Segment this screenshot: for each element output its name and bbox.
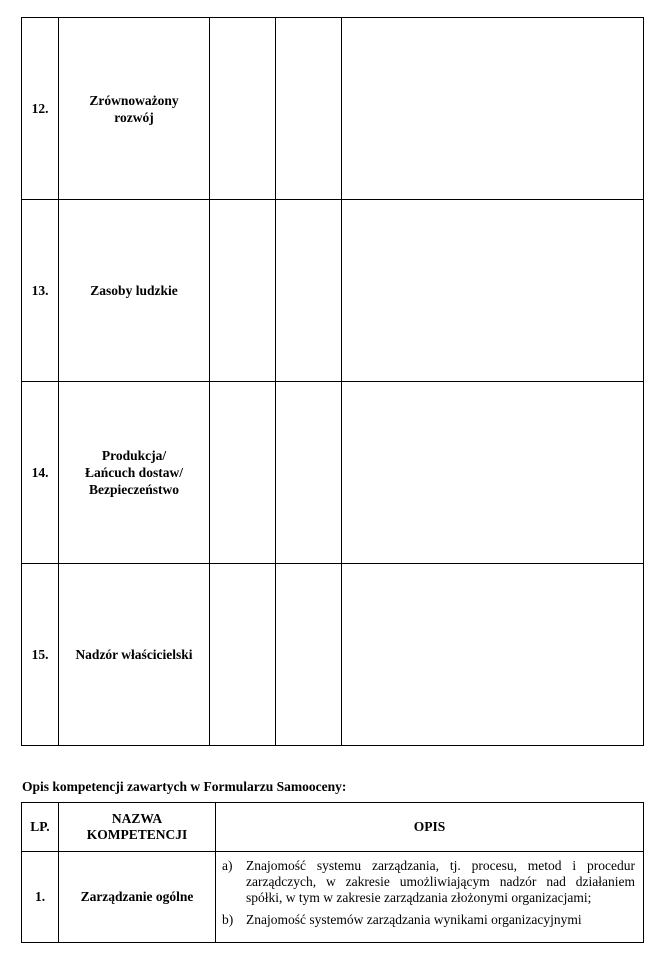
list-item — [222, 858, 635, 906]
header-name-line: NAZWA — [111, 811, 163, 826]
section-caption: Opis kompetencji zawartych w Formularzu Samooceny: — [22, 779, 347, 794]
competence-name-line: Zasoby ludzkie — [90, 283, 178, 298]
empty-cell — [210, 200, 276, 382]
row-number: 14. — [22, 382, 59, 564]
list-item — [222, 912, 635, 928]
table-row — [22, 852, 644, 943]
row-number: 15. — [22, 564, 59, 746]
empty-cell — [276, 18, 342, 200]
row-number: 1. — [22, 852, 59, 943]
table-row — [22, 18, 644, 200]
competence-name — [59, 200, 210, 382]
empty-cell — [342, 200, 644, 382]
empty-cell — [210, 18, 276, 200]
header-name-line: KOMPETENCJI — [86, 827, 188, 842]
row-number: 12. — [22, 18, 59, 200]
header-name — [59, 803, 216, 852]
competence-name-line: rozwój — [114, 109, 154, 125]
header-lp: LP. — [22, 803, 59, 852]
item-label: b) — [222, 912, 234, 927]
item-text: Znajomość systemów zarządzania wynikami organizacyjnymi — [246, 912, 582, 927]
empty-cell — [210, 382, 276, 564]
competence-name — [59, 382, 210, 564]
table-header-row — [22, 803, 644, 852]
competence-name — [59, 18, 210, 200]
competence-name-line: Nadzór właścicielski — [75, 647, 193, 662]
empty-cell — [342, 564, 644, 746]
competence-description — [216, 852, 644, 943]
table-row — [22, 200, 644, 382]
competence-name-line: Łańcuch dostaw/ — [85, 465, 183, 480]
empty-cell — [276, 382, 342, 564]
competence-description-table — [21, 802, 644, 943]
header-desc: OPIS — [216, 803, 644, 852]
empty-cell — [342, 18, 644, 200]
empty-cell — [342, 382, 644, 564]
competence-name-line: Produkcja/ — [101, 448, 167, 463]
item-label: a) — [222, 858, 233, 873]
competence-name-line: Zrównoważony — [89, 92, 179, 108]
competence-table-top — [21, 17, 644, 746]
empty-cell — [276, 200, 342, 382]
table-row — [22, 382, 644, 564]
table-row — [22, 564, 644, 746]
empty-cell — [210, 564, 276, 746]
competence-name — [59, 564, 210, 746]
row-number: 13. — [22, 200, 59, 382]
item-text: Znajomość systemu zarządzania, tj. procesu, metod i procedur zarządczych, w zakresie umożliwiającym nadzór nad działaniem spółki, w tym w zakresie zarządzania złożonymi organizacjami; — [246, 858, 635, 905]
competence-name-line: Bezpieczeństwo — [89, 482, 179, 497]
empty-cell — [276, 564, 342, 746]
competence-name: Zarządzanie ogólne — [59, 852, 216, 943]
